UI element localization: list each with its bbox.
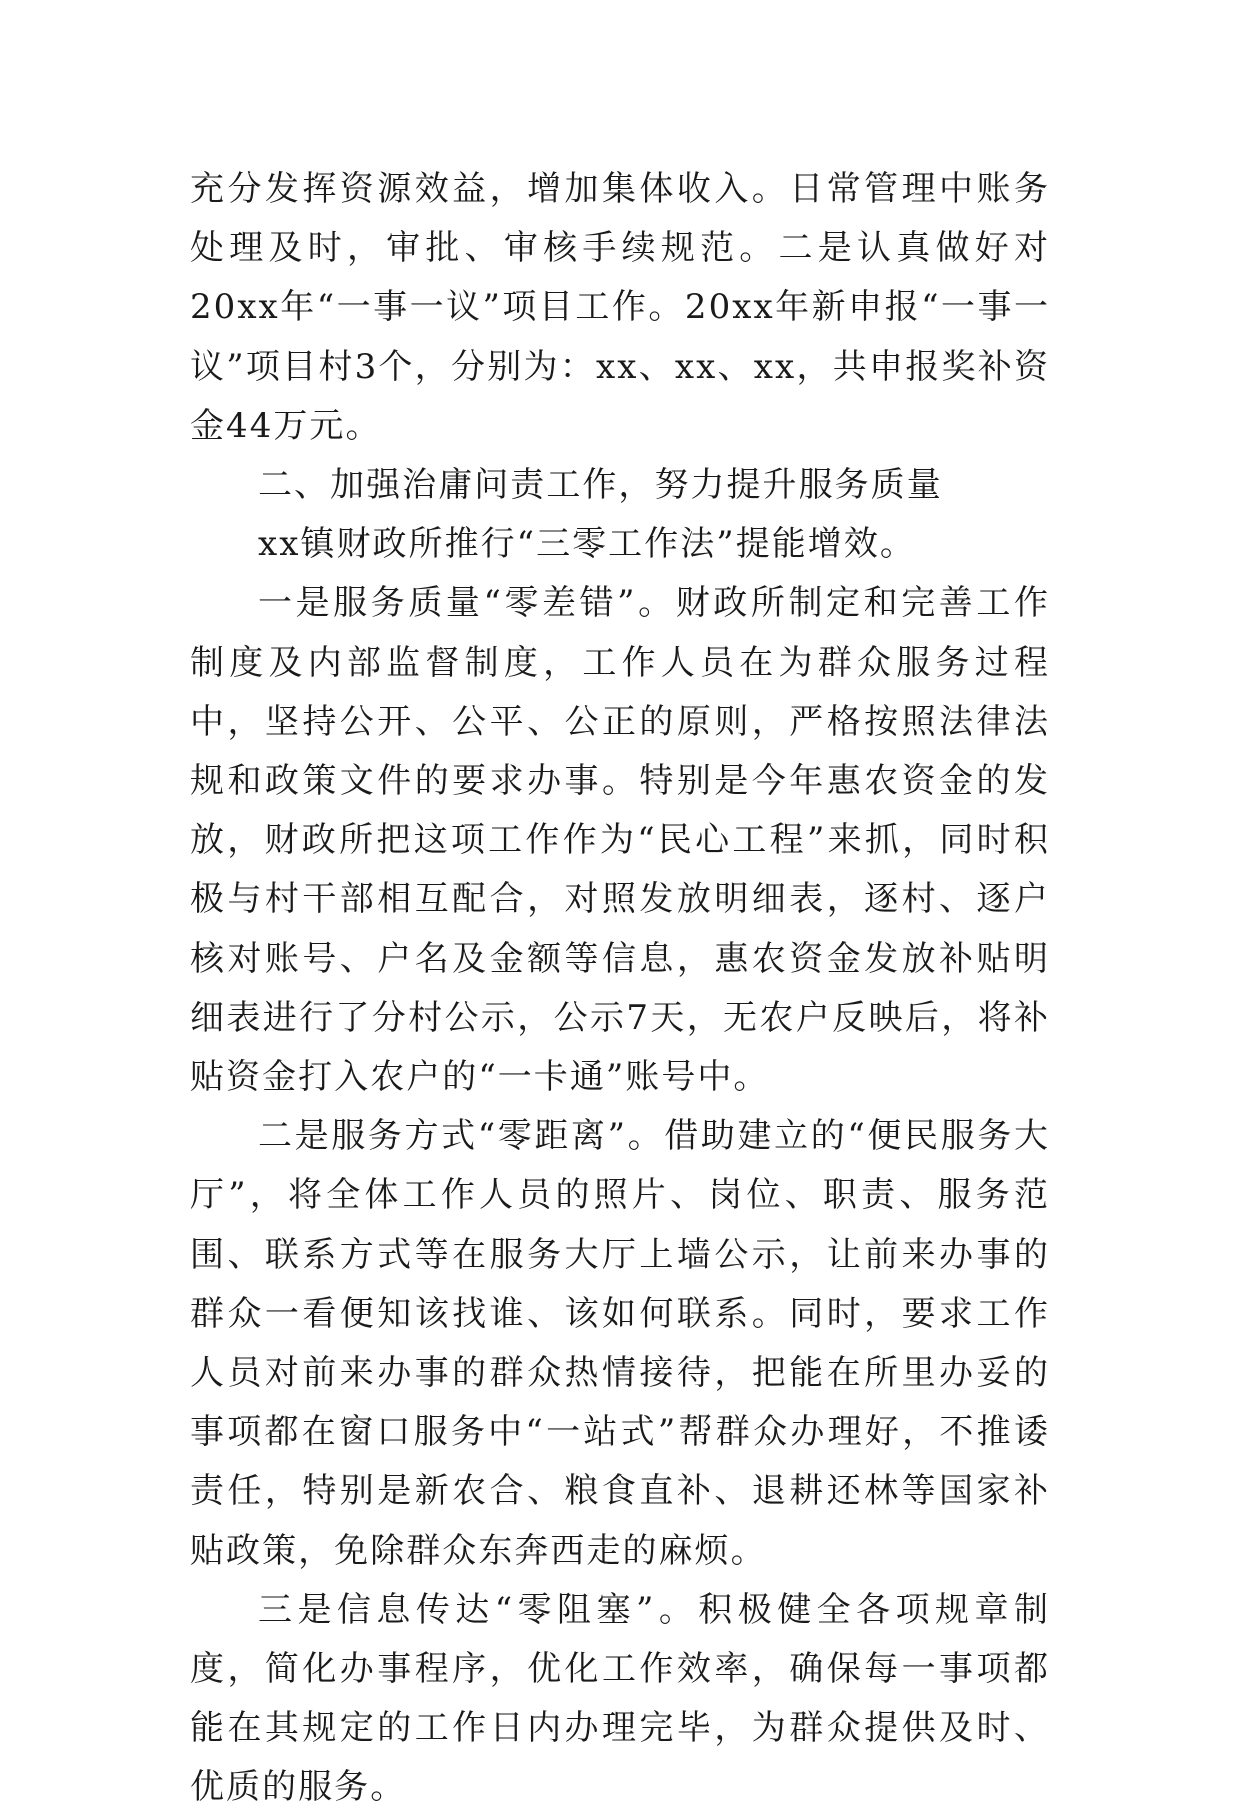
paragraph-point-two: 二是服务方式“零距离”。借助建立的“便民服务大厅”，将全体工作人员的照片、岗位、职责、服务范围、联系方式等在服务大厅上墙公示，让前来办事的群众一看便知该找谁、该如何联系。同时，要求工作人员对前来办事的群众热情接待，把能在所里办妥的事项都在窗口服务中“一站式”帮群众办理好，不推诿责任，特别是新农合、粮食直补、退耕还林等国家补贴政策，免除群众东奔西走的麻烦。 (190, 1116, 1050, 1571)
paragraph-continuation: 充分发挥资源效益，增加集体收入。日常管理中账务处理及时，审批、审核手续规范。二是认真做好对20xx年“一事一议”项目工作。20xx年新申报“一事一议”项目村3个，分别为：xx、xx、xx，共申报奖补资金44万元。 (190, 169, 1050, 446)
paragraph-point-three: 三是信息传达“零阻塞”。积极健全各项规章制度，简化办事程序，优化工作效率，确保每一事项都能在其规定的工作日内办理完毕，为群众提供及时、优质的服务。 (190, 1589, 1050, 1808)
section-heading: 二、加强治庸问责工作，努力提升服务质量 (258, 465, 943, 506)
paragraph-intro: xx镇财政所推行“三零工作法”提能增效。 (258, 524, 916, 565)
document-body (190, 160, 1050, 1818)
paragraph-point-one: 一是服务质量“零差错”。财政所制定和完善工作制度及内部监督制度，工作人员在为群众服务过程中，坚持公开、公平、公正的原则，严格按照法律法规和政策文件的要求办事。特别是今年惠农资金的发放，财政所把这项工作作为“民心工程”来抓，同时积极与村干部相互配合，对照发放明细表，逐村、逐户核对账号、户名及金额等信息，惠农资金发放补贴明细表进行了分村公示，公示7天，无农户反映后，将补贴资金打入农户的“一卡通”账号中。 (190, 583, 1050, 1098)
